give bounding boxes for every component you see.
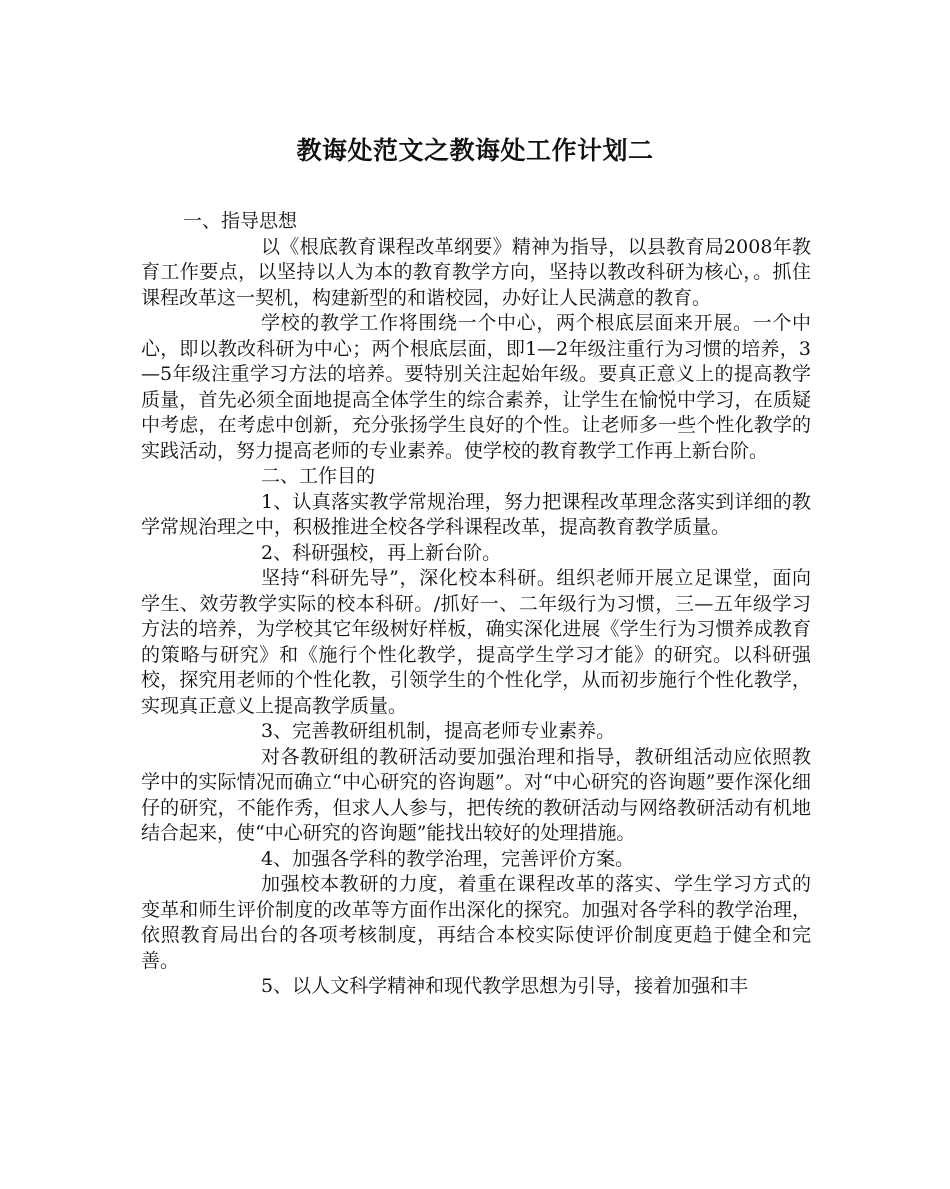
- paragraph: 以《根底教育课程改革纲要》精神为指导，以县教育局2008年教育工作要点，以坚持以人为本的教育教学方向，坚持以教改科研为核心，。抓住课程改革这一契机，构建新型的和谐校园，办好让人民满意的教育。: [141, 235, 811, 309]
- paragraph: 1、认真落实教学常规治理，努力把课程改革理念落实到详细的教学常规治理之中，积极推进全校各学科课程改革，提高教育教学质量。: [141, 490, 811, 538]
- section-heading-work-goals: 二、工作目的: [261, 465, 376, 487]
- section-heading-guiding-thought: 一、指导思想: [183, 210, 298, 232]
- document-title: 教诲处范文之教诲处工作计划二: [296, 136, 654, 165]
- paragraph: 3、完善教研组机制，提高老师专业素养。: [261, 720, 616, 742]
- document-body: [141, 209, 811, 1000]
- paragraph: 4、加强各学科的教学治理，完善评价方案。: [261, 847, 635, 870]
- paragraph: 加强校本教研的力度，着重在课程改革的落实、学生学习方式的变革和师生评价制度的改革等方面作出深化的探究。加强对各学科的教学治理，依照教育局出台的各项考核制度，再结合本校实际使评价制度更趋于健全和完善。: [141, 873, 811, 972]
- paragraph: 对各教研组的教研活动要加强治理和指导，教研组活动应依照教学中的实际情况而确立“中心研究的咨询题”。对“中心研究的咨询题”要作深化细仔的研究，不能作秀，但求人人参与，把传统的教研活动与网络教研活动有机地结合起来，使“中心研究的咨询题”能找出较好的处理措施。: [141, 745, 811, 844]
- paragraph: 5、以人文科学精神和现代教学思想为引导，接着加强和丰: [261, 975, 749, 997]
- paragraph: 坚持“科研先导”，深化校本科研。组织老师开展立足课堂，面向学生、效劳教学实际的校本科研。/抓好一、二年级行为习惯，三—五年级学习方法的培养，为学校其它年级树好样板，确实深化进展《学生行为习惯养成教育的策略与研究》和《施行个性化教学，提高学生学习才能》的研究。以科研强校，探究用老师的个性化教，引领学生的个性化学，从而初步施行个性化教学，实现真正意义上提高教学质量。: [141, 567, 811, 717]
- paragraph: 学校的教学工作将围绕一个中心，两个根底层面来开展。一个中心，即以教改科研为中心；两个根底层面，即1—2年级注重行为习惯的培养，3—5年级注重学习方法的培养。要特别关注起始年级。要真正意义上的提高教学质量，首先必须全面地提高全体学生的综合素养，让学生在愉悦中学习，在质疑中考虑，在考虑中创新，充分张扬学生良好的个性。让老师多一些个性化教学的实践活动，努力提高老师的专业素养。使学校的教育教学工作再上新台阶。: [141, 312, 811, 462]
- paragraph: 2、科研强校，再上新台阶。: [261, 541, 502, 564]
